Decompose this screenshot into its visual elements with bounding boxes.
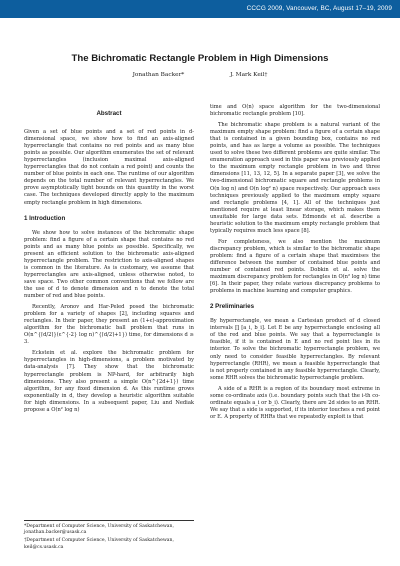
conference-header-bar bbox=[0, 0, 400, 18]
conference-label: CCCG 2009, Vancouver, BC, August 17–19, 2009 bbox=[246, 5, 392, 12]
paragraph: By hyperrectangle, we mean a Cartesian product of d closed intervals ∏ [a_i, b_i]. Let E be any hyperrectangle enclosing all of the red and blue points. We say that a hyperrectangle is feasible, if it is contained in E and no red point lies in its interior. To solve the bichromatic hyperrectangle problem, we only need to consider feasible hyperrectangles. By relevant hyperrectangle (RHR), we mean a feasible hyperrectangle that is not properly contained in any feasible hyperrectangle. Clearly, some RHR solves the bichromatic hyperrectangle problem. bbox=[210, 318, 380, 381]
paragraph: time and O(n) space algorithm for the two-dimensional bichromatic rectangle problem [10]. bbox=[210, 104, 380, 118]
footnote: *Department of Computer Science, University of Saskatchewan, jonathan.backer@usask.ca bbox=[24, 524, 174, 536]
footnotes bbox=[24, 520, 194, 553]
abstract-heading: Abstract bbox=[96, 110, 122, 117]
footnote: †Department of Computer Science, University of Saskatchewan, keil@cs.usask.ca bbox=[24, 538, 174, 550]
author-name: J. Mark Keil† bbox=[230, 72, 268, 78]
section-heading-preliminaries: 2 Preliminaries bbox=[210, 303, 255, 311]
section-heading-introduction: 1 Introduction bbox=[24, 214, 66, 222]
author-name: Jonathan Backer* bbox=[132, 72, 185, 78]
paper-title: The Bichromatic Rectangle Problem in High Dimensions bbox=[71, 53, 329, 64]
paragraph: For completeness, we also mention the maximum discrepancy problem, which is similar to the bichromatic shape problem: find a figure of a certain shape that maximises the difference between the number of contained blue points and number of contained red points. Dobkin et al. solve the maximum discrepancy problem for rectangles in O(n² log n) time [6]. In their paper, they relate various discrepancy problems to problems in machine learning and computer graphics. bbox=[210, 238, 380, 295]
left-column bbox=[24, 110, 194, 418]
abstract-text: Given a set of blue points and a set of red points in d-dimensional space, we show how to find an axis-aligned hyperrectangle that contains no red points and as many blue points as possible. Our algorithm enumerates the set of relevant hyperrectangles (inclusion maximal axis-aligned hyperrectangles that do not contain a red point) and counts the number of blue points in each one. The runtime of our algorithm depends on the total number of relevant hyperrectangles. We prove asymptotically tight bounds on this quantity in the worst case. The techniques developed directly apply to the maximum empty rectangle problem in high dimensions. bbox=[24, 129, 194, 206]
paragraph: The bichromatic shape problem is a natural variant of the maximum empty shape problem: find a figure of a certain shape that is contained in a given bounding box, contains no red points, and has as large a volume as possible. The techniques used to solve these two different problems are quite similar. The enumeration approach used in this paper was previously applied to the maximum empty rectangle problem in two and three dimensions [11, 13, 12, 5]. In a separate paper [3], we solve the two-dimensional bichromatic square and rectangle problems in O(n log n) and O(n log² n) space respectively. Our approach uses techniques previously applied to the maximum empty square and rectangle problems [4, 1]. All of the techniques just mentioned require at least linear storage, which makes them unsuitable for large data sets. Edmonds et al. describe a heuristic solution to the maximum empty rectangle problem that typically requires much less space [8]. bbox=[210, 122, 380, 234]
paragraph: Recently, Aronov and Har-Peled posed the bichromatic problem for a variety of shapes [2], including squares and rectangles. In their paper, they present an (1+ε)-approximation algorithm for the bichromatic ball problem that runs in O(n^{⌈d/2⌉}(ε^{-2} log n)^{⌈d/2⌉+1}) time, for dimensions d ≥ 3. bbox=[24, 304, 194, 346]
paragraph: Eckstein et al. explore the bichromatic problem for hyperrectangles in high-dimensions, a problem motivated by data-analysis [7]. They show that the bichromatic hyperrectangle problem is NP-hard, for arbitrarily high dimensions. They also present a simple O(n^{2d+1}) time algorithm, for any fixed dimension d. As this runtime grows exponentially in d, they develop a heuristic algorithm suitable for high dimensions. In a subsequent paper, Liu and Nediak propose a O(n² log n) bbox=[24, 350, 194, 413]
right-column bbox=[210, 104, 380, 425]
author-list bbox=[20, 71, 380, 79]
paragraph: We show how to solve instances of the bichromatic shape problem: find a figure of a certain shape that contains no red points and as many blue points as possible. Specifically, we present an efficient solution to the bichromatic axis-aligned hyperrectangle problem. The restriction to axis-aligned shapes is common in the literature. As is customary, we assume that hyperrectangles are axis-aligned, unless otherwise noted, to save space. Two other common conventions that we follow are the use of d to denote dimension and n to denote the total number of red and blue points. bbox=[24, 229, 194, 300]
paragraph: A side of a RHR is a region of its boundary most extreme in some co-ordinate axis (i.e. boundary points such that the i-th co-ordinate equals a_i or b_i). Clearly, there are 2d sides to an RHR. We say that a side is supported, if its interior touches a red point or E. A property of RHRs that we repeatedly exploit is that bbox=[210, 385, 380, 420]
